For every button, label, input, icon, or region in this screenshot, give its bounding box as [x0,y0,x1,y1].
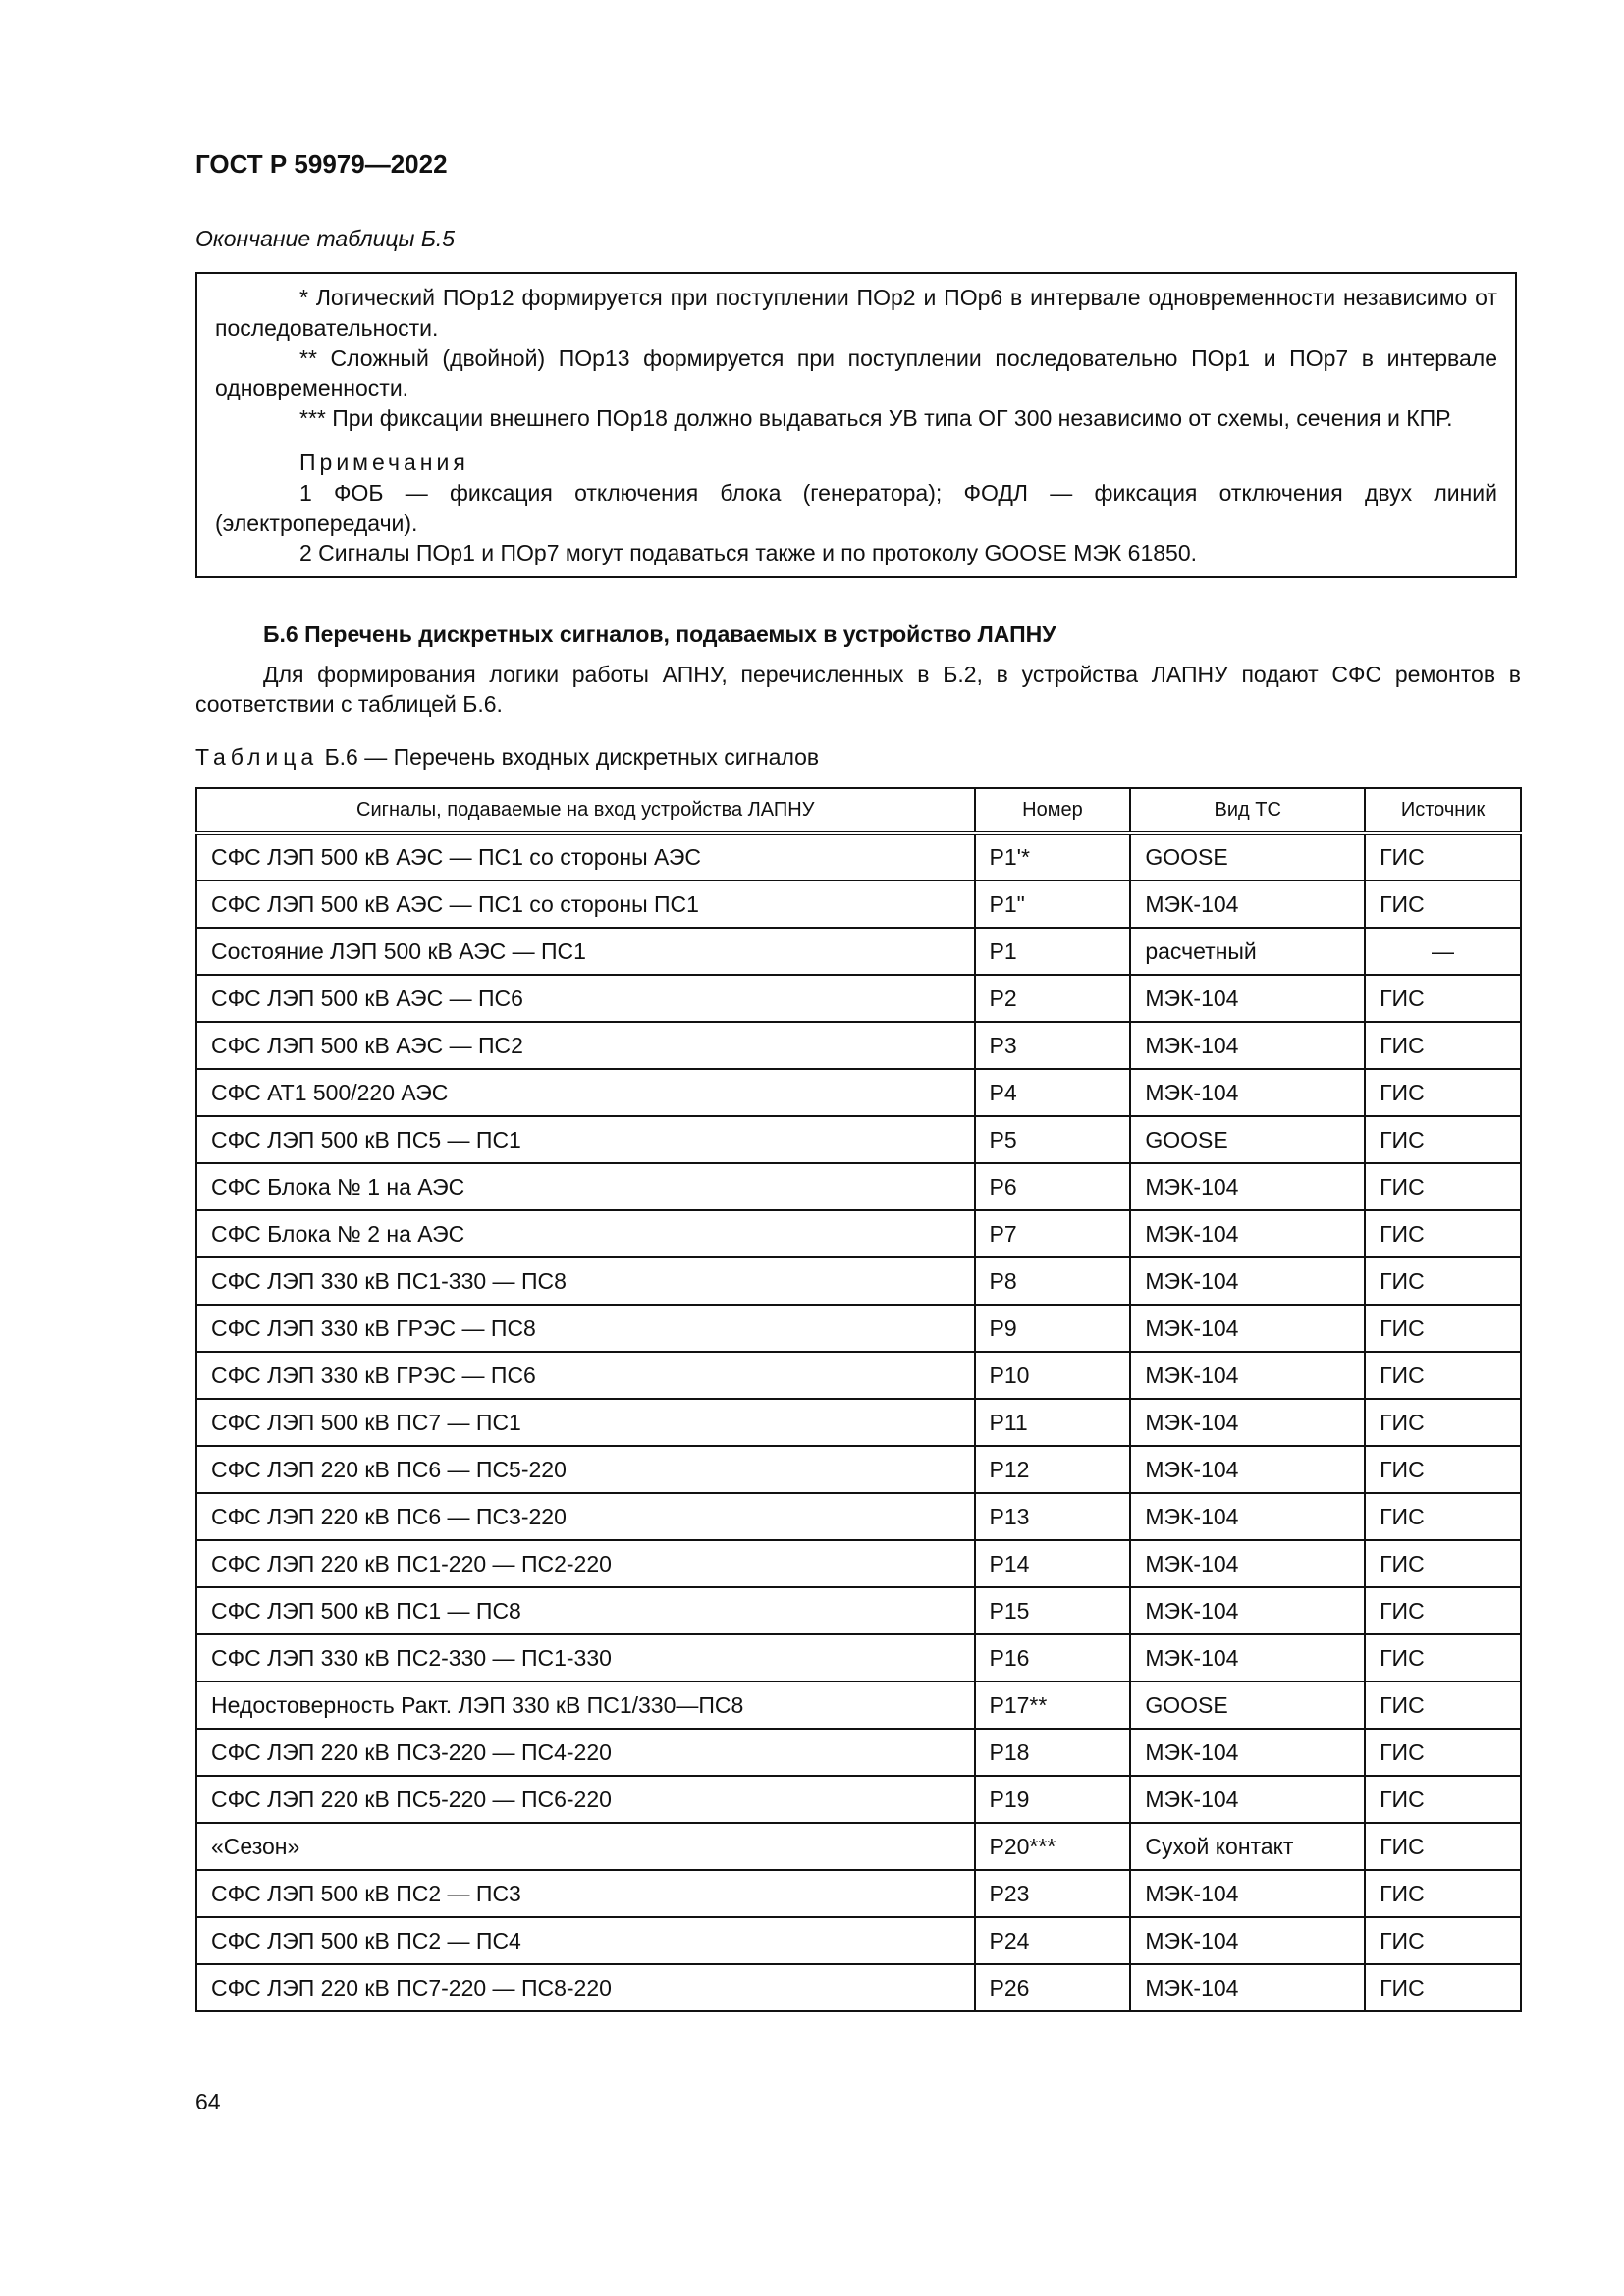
table-row [196,1917,1521,1964]
cell-source: ГИС [1365,1870,1521,1917]
cell-signal: СФС ЛЭП 220 кВ ПС7-220 — ПС8-220 [196,1964,975,2011]
cell-signal: СФС ЛЭП 330 кВ ПС2-330 — ПС1-330 [196,1634,975,1682]
footnote: * Логический ПОр12 формируется при поступлении ПОр2 и ПОр6 в интервале одновременности независимо от последовательности. [215,285,1497,341]
cell-signal: СФС ЛЭП 500 кВ ПС1 — ПС8 [196,1587,975,1634]
header-source: Источник [1365,788,1521,833]
cell-type: МЭК-104 [1130,1069,1365,1116]
cell-type: МЭК-104 [1130,1352,1365,1399]
cell-source: ГИС [1365,1917,1521,1964]
cell-type: МЭК-104 [1130,1634,1365,1682]
cell-type: расчетный [1130,928,1365,975]
cell-type: МЭК-104 [1130,1917,1365,1964]
cell-signal: СФС ЛЭП 500 кВ ПС2 — ПС3 [196,1870,975,1917]
table-row [196,1587,1521,1634]
table-row [196,1022,1521,1069]
cell-type: МЭК-104 [1130,881,1365,928]
cell-signal: СФС ЛЭП 500 кВ ПС7 — ПС1 [196,1399,975,1446]
cell-signal: СФС ЛЭП 220 кВ ПС1-220 — ПС2-220 [196,1540,975,1587]
table-row [196,1823,1521,1870]
footnote: ** Сложный (двойной) ПОр13 формируется при поступлении последовательно ПОр1 и ПОр7 в интервале одновременности. [215,345,1497,401]
cell-signal: СФС ЛЭП 500 кВ ПС5 — ПС1 [196,1116,975,1163]
cell-signal: Состояние ЛЭП 500 кВ АЭС — ПС1 [196,928,975,975]
cell-source: ГИС [1365,1823,1521,1870]
table-row [196,1682,1521,1729]
cell-type: МЭК-104 [1130,1964,1365,2011]
cell-signal: Недостоверность Ракт. ЛЭП 330 кВ ПС1/330—ПС8 [196,1682,975,1729]
cell-number: P10 [975,1352,1131,1399]
cell-source: ГИС [1365,1305,1521,1352]
table-row [196,975,1521,1022]
cell-number: P2 [975,975,1131,1022]
document-code: ГОСТ Р 59979—2022 [195,149,448,179]
cell-source: ГИС [1365,1210,1521,1257]
cell-source: ГИС [1365,1163,1521,1210]
cell-source: ГИС [1365,1493,1521,1540]
cell-number: P13 [975,1493,1131,1540]
cell-source: ГИС [1365,1776,1521,1823]
cell-signal: СФС ЛЭП 500 кВ ПС2 — ПС4 [196,1917,975,1964]
table-caption-text: Б.6 — Перечень входных дискретных сигналов [318,744,820,770]
cell-type: МЭК-104 [1130,1729,1365,1776]
table-row [196,1069,1521,1116]
cell-number: P5 [975,1116,1131,1163]
cell-source: ГИС [1365,1587,1521,1634]
table-caption-label: Таблица [195,744,319,770]
cell-number: P18 [975,1729,1131,1776]
cell-number: P3 [975,1022,1131,1069]
cell-number: P20*** [975,1823,1131,1870]
cell-source: ГИС [1365,881,1521,928]
cell-number: P19 [975,1776,1131,1823]
cell-type: МЭК-104 [1130,1399,1365,1446]
cell-number: P6 [975,1163,1131,1210]
table-row [196,1257,1521,1305]
cell-type: МЭК-104 [1130,1870,1365,1917]
cell-type: МЭК-104 [1130,1587,1365,1634]
cell-type: МЭК-104 [1130,975,1365,1022]
cell-signal: СФС ЛЭП 220 кВ ПС5-220 — ПС6-220 [196,1776,975,1823]
cell-source: ГИС [1365,1257,1521,1305]
header-signals: Сигналы, подаваемые на вход устройства ЛАПНУ [196,788,975,833]
cell-type: Сухой контакт [1130,1823,1365,1870]
cell-source: ГИС [1365,833,1521,881]
table-row [196,928,1521,975]
cell-number: P7 [975,1210,1131,1257]
cell-source: ГИС [1365,1399,1521,1446]
table-row [196,1116,1521,1163]
cell-signal: СФС ЛЭП 330 кВ ГРЭС — ПС8 [196,1305,975,1352]
cell-signal: СФС ЛЭП 220 кВ ПС6 — ПС3-220 [196,1493,975,1540]
cell-source: ГИС [1365,1069,1521,1116]
cell-number: P12 [975,1446,1131,1493]
table-row [196,1776,1521,1823]
note: 2 Сигналы ПОр1 и ПОр7 могут подаваться также и по протоколу GOOSE МЭК 61850. [299,540,1198,566]
cell-number: P9 [975,1305,1131,1352]
cell-signal: СФС ЛЭП 500 кВ АЭС — ПС2 [196,1022,975,1069]
cell-source: ГИС [1365,1116,1521,1163]
cell-signal: СФС Блока № 1 на АЭС [196,1163,975,1210]
section-paragraph: Для формирования логики работы АПНУ, перечисленных в Б.2, в устройства ЛАПНУ подают СФС ремонтов в соответствии с таблицей Б.6. [195,662,1521,717]
table-row [196,1210,1521,1257]
cell-type: МЭК-104 [1130,1257,1365,1305]
cell-type: GOOSE [1130,1116,1365,1163]
cell-number: P8 [975,1257,1131,1305]
cell-signal: «Сезон» [196,1823,975,1870]
cell-source: ГИС [1365,1634,1521,1682]
cell-number: P17** [975,1682,1131,1729]
table-row [196,1540,1521,1587]
note: 1 ФОБ — фиксация отключения блока (генератора); ФОДЛ — фиксация отключения двух линий (электропередачи). [215,479,1497,536]
table-row [196,1305,1521,1352]
cell-number: P24 [975,1917,1131,1964]
cell-type: МЭК-104 [1130,1776,1365,1823]
cell-signal: СФС ЛЭП 220 кВ ПС3-220 — ПС4-220 [196,1729,975,1776]
cell-number: P26 [975,1964,1131,2011]
cell-number: P4 [975,1069,1131,1116]
cell-number: P23 [975,1870,1131,1917]
table-row [196,881,1521,928]
cell-type: МЭК-104 [1130,1540,1365,1587]
cell-signal: СФС ЛЭП 500 кВ АЭС — ПС1 со стороны ПС1 [196,881,975,928]
table-header-row [196,788,1521,833]
header-number: Номер [975,788,1131,833]
table-row [196,1163,1521,1210]
table-caption [195,744,819,771]
cell-source: — [1365,928,1521,975]
section-heading: Б.6 Перечень дискретных сигналов, подаваемых в устройство ЛАПНУ [263,621,1056,647]
cell-source: ГИС [1365,1022,1521,1069]
cell-signal: СФС ЛЭП 330 кВ ГРЭС — ПС6 [196,1352,975,1399]
continuation-caption: Окончание таблицы Б.5 [195,226,456,251]
cell-number: P1'* [975,833,1131,881]
cell-signal: СФС ЛЭП 330 кВ ПС1-330 — ПС8 [196,1257,975,1305]
page-number: 64 [195,2089,221,2114]
table-row [196,1729,1521,1776]
cell-number: P1" [975,881,1131,928]
cell-signal: СФС ЛЭП 220 кВ ПС6 — ПС5-220 [196,1446,975,1493]
cell-number: P15 [975,1587,1131,1634]
cell-type: МЭК-104 [1130,1022,1365,1069]
cell-type: МЭК-104 [1130,1163,1365,1210]
table-row [196,1399,1521,1446]
header-type: Вид ТС [1130,788,1365,833]
cell-type: GOOSE [1130,1682,1365,1729]
cell-source: ГИС [1365,1540,1521,1587]
table-row [196,1446,1521,1493]
table-row [196,1964,1521,2011]
footnote: *** При фиксации внешнего ПОр18 должно выдаваться УВ типа ОГ 300 независимо от схемы, сечения и КПР. [299,405,1453,432]
table-row [196,1493,1521,1540]
cell-signal: СФС Блока № 2 на АЭС [196,1210,975,1257]
cell-signal: СФС ЛЭП 500 кВ АЭС — ПС6 [196,975,975,1022]
cell-source: ГИС [1365,1446,1521,1493]
cell-source: ГИС [1365,1352,1521,1399]
table-notes-box [195,272,1517,578]
cell-type: GOOSE [1130,833,1365,881]
cell-type: МЭК-104 [1130,1305,1365,1352]
cell-number: P14 [975,1540,1131,1587]
cell-source: ГИС [1365,1682,1521,1729]
table-row [196,1352,1521,1399]
cell-number: P16 [975,1634,1131,1682]
cell-signal: СФС АТ1 500/220 АЭС [196,1069,975,1116]
cell-type: МЭК-104 [1130,1210,1365,1257]
cell-type: МЭК-104 [1130,1493,1365,1540]
notes-title: Примечания [299,449,469,475]
cell-source: ГИС [1365,975,1521,1022]
cell-signal: СФС ЛЭП 500 кВ АЭС — ПС1 со стороны АЭС [196,833,975,881]
table-row [196,1870,1521,1917]
cell-number: P1 [975,928,1131,975]
cell-type: МЭК-104 [1130,1446,1365,1493]
cell-source: ГИС [1365,1729,1521,1776]
signals-table [195,787,1522,2012]
table-row [196,1634,1521,1682]
cell-source: ГИС [1365,1964,1521,2011]
table-row [196,833,1521,881]
cell-number: P11 [975,1399,1131,1446]
